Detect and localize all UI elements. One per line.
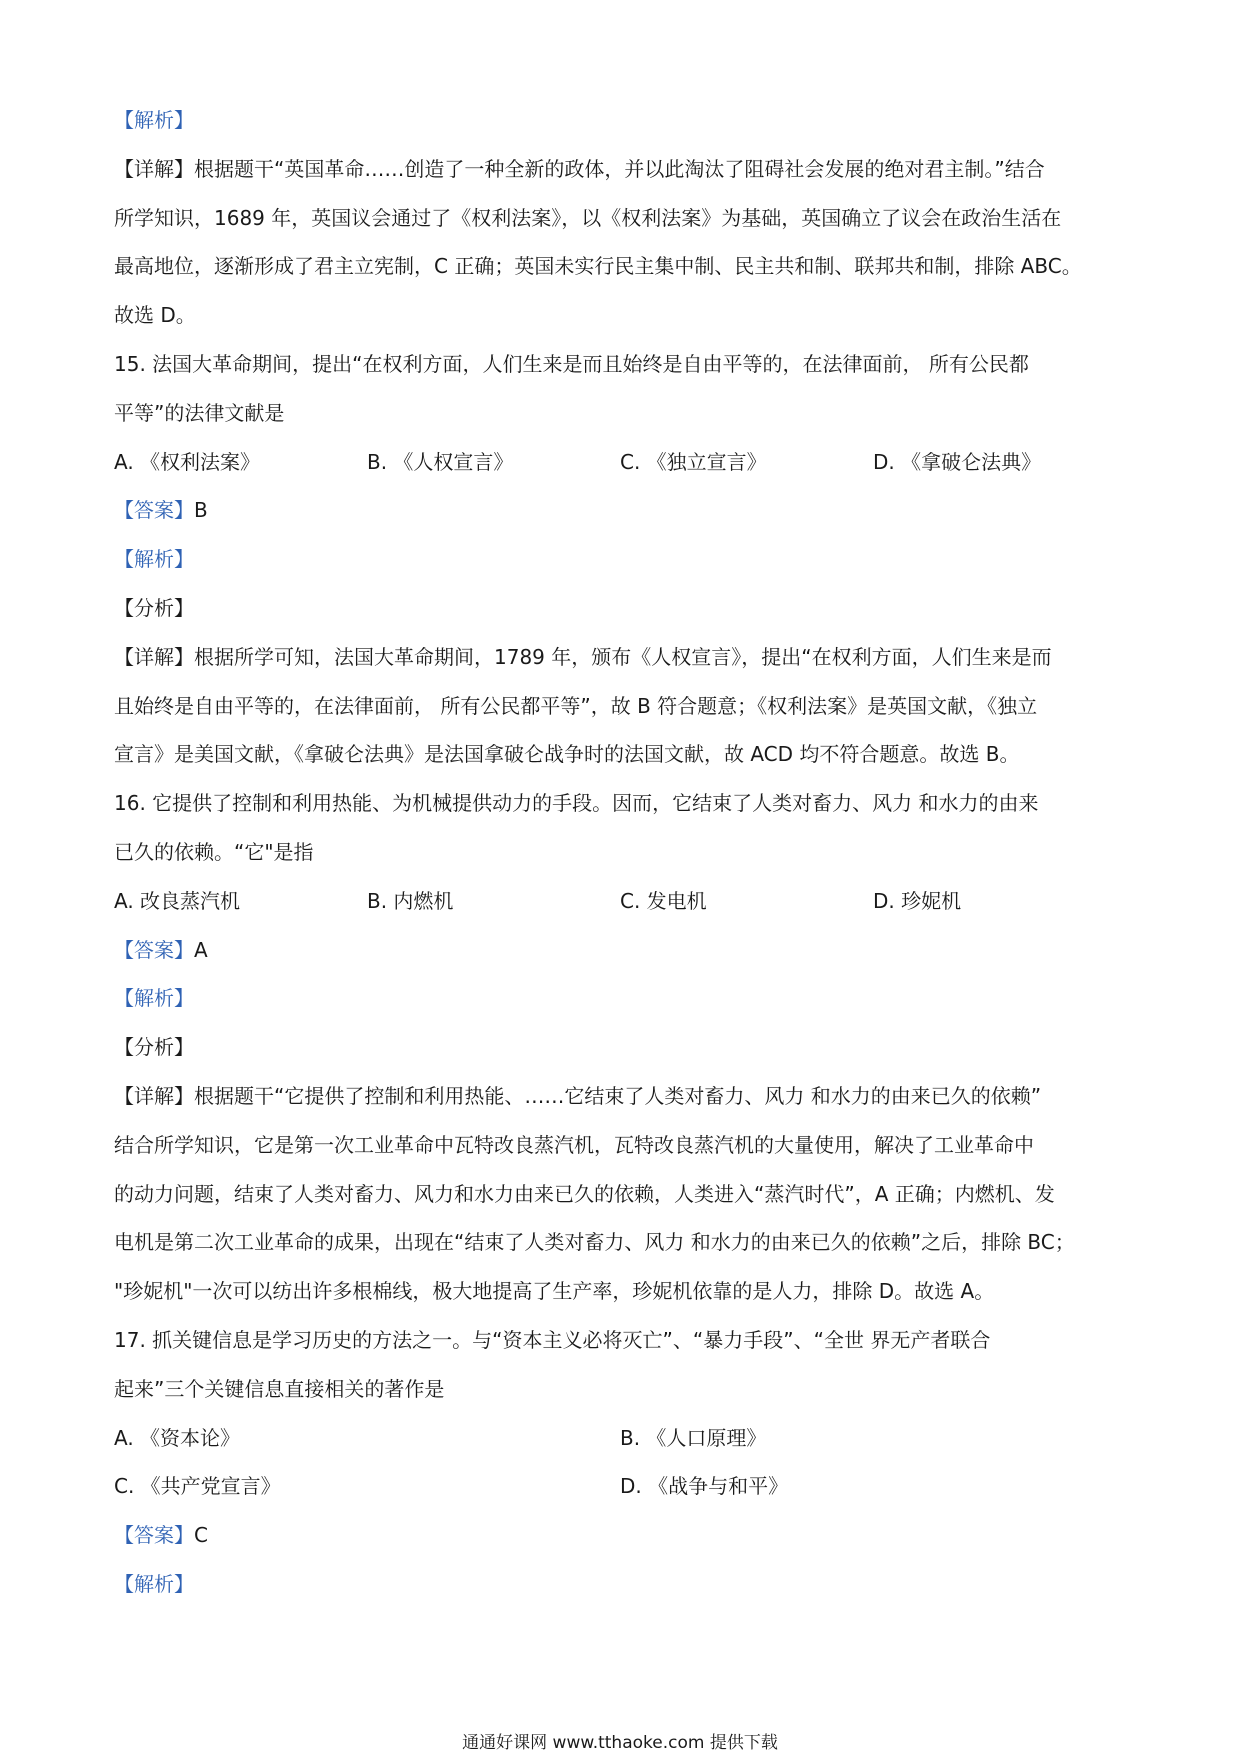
q16-stem-line: 16. 它提供了控制和利用热能、为机械提供动力的手段。因而，它结束了人类对畜力、风力 和水力的由来 <box>114 791 1039 816</box>
q16-options <box>114 877 1126 926</box>
q17-stem-line: 起来”三个关键信息直接相关的著作是 <box>114 1376 445 1401</box>
q15-detail-line: 【详解】根据所学可知，法国大革命期间，1789 年，颁布《人权宣言》，提出“在权利方面，人们生来是而 <box>114 644 1052 669</box>
q17-option-b: B. 《人口原理》 <box>620 1425 767 1450</box>
q17-options-row-2 <box>114 1462 1126 1511</box>
q16-detail-line: 电机是第二次工业革命的成果，出现在“结束了人类对畜力、风力 和水力的由来已久的依赖”之后，排除 BC； <box>114 1230 1075 1255</box>
q16-option-d: D. 珍妮机 <box>873 888 962 913</box>
q16-detail-line: 结合所学知识，它是第一次工业革命中瓦特改良蒸汽机，瓦特改良蒸汽机的大量使用，解决了工业革命中 <box>114 1132 1034 1157</box>
q14-detail-line: 最高地位，逐渐形成了君主立宪制，C 正确；英国未实行民主集中制、民主共和制、联邦共和制，排除 ABC。 <box>114 254 1082 279</box>
q15-stem-line: 平等”的法律文献是 <box>114 400 285 425</box>
q14-detail-line: 故选 D。 <box>114 303 196 328</box>
q15-answer: 【答案】B <box>114 498 208 523</box>
document-content <box>114 96 1126 1609</box>
q14-detail-line: 【详解】根据题干“英国革命……创造了一种全新的政体，并以此淘汰了阻碍社会发展的绝对君主制。”结合 <box>114 156 1045 181</box>
q15-detail-line: 且始终是自由平等的，在法律面前， 所有公民都平等”，故 B 符合题意；《权利法案》是英国文献，《独立 <box>114 693 1038 718</box>
q14-detail-line: 所学知识，1689 年，英国议会通过了《权利法案》，以《权利法案》为基础，英国确立了议会在政治生活在 <box>114 205 1062 230</box>
q17-option-c: C. 《共产党宣言》 <box>114 1474 281 1499</box>
q15-analysis-label: 【解析】 <box>114 547 194 572</box>
q15-fenxi-label: 【分析】 <box>114 595 194 620</box>
q17-option-a: A. 《资本论》 <box>114 1425 241 1450</box>
q15-option-d: D. 《拿破仑法典》 <box>873 449 1042 474</box>
q15-options <box>114 438 1126 487</box>
q15-option-a: A. 《权利法案》 <box>114 449 261 474</box>
q15-option-c: C. 《独立宣言》 <box>620 449 767 474</box>
q16-fenxi-label: 【分析】 <box>114 1035 194 1060</box>
q15-option-b: B. 《人权宣言》 <box>367 449 514 474</box>
q15-detail-line: 宣言》是美国文献，《拿破仑法典》是法国拿破仑战争时的法国文献，故 ACD 均不符合题意。故选 B。 <box>114 742 1020 767</box>
q16-option-c: C. 发电机 <box>620 888 707 913</box>
q15-stem-line: 15. 法国大革命期间，提出“在权利方面，人们生来是而且始终是自由平等的，在法律面前， 所有公民都 <box>114 351 1029 376</box>
footer-watermark: 通通好课网 www.tthaoke.com 提供下载 <box>462 1733 778 1753</box>
q16-option-b: B. 内燃机 <box>367 888 454 913</box>
q17-analysis-label: 【解析】 <box>114 1571 194 1596</box>
q16-detail-line: "珍妮机"一次可以纺出许多根棉线，极大地提高了生产率，珍妮机依靠的是人力，排除 D。故选 A。 <box>114 1279 995 1304</box>
q17-options-row-1 <box>114 1414 1126 1463</box>
q16-detail-line: 【详解】根据题干“它提供了控制和利用热能、……它结束了人类对畜力、风力 和水力的由来已久的依赖” <box>114 1083 1042 1108</box>
q16-analysis-label: 【解析】 <box>114 986 194 1011</box>
q16-stem-line: 已久的依赖。“它"是指 <box>114 839 314 864</box>
q16-option-a: A. 改良蒸汽机 <box>114 888 241 913</box>
detail-label: 【详解】 <box>114 156 194 181</box>
q17-option-d: D. 《战争与和平》 <box>620 1474 789 1499</box>
q14-analysis-label: 【解析】 <box>114 108 194 132</box>
q16-answer: 【答案】A <box>114 937 208 962</box>
q17-answer: 【答案】C <box>114 1523 208 1548</box>
q17-stem-line: 17. 抓关键信息是学习历史的方法之一。与“资本主义必将灭亡”、“暴力手段”、“全世 界无产者联合 <box>114 1327 991 1352</box>
q16-detail-line: 的动力问题，结束了人类对畜力、风力和水力由来已久的依赖，人类进入“蒸汽时代”，A 正确；内燃机、发 <box>114 1181 1055 1206</box>
